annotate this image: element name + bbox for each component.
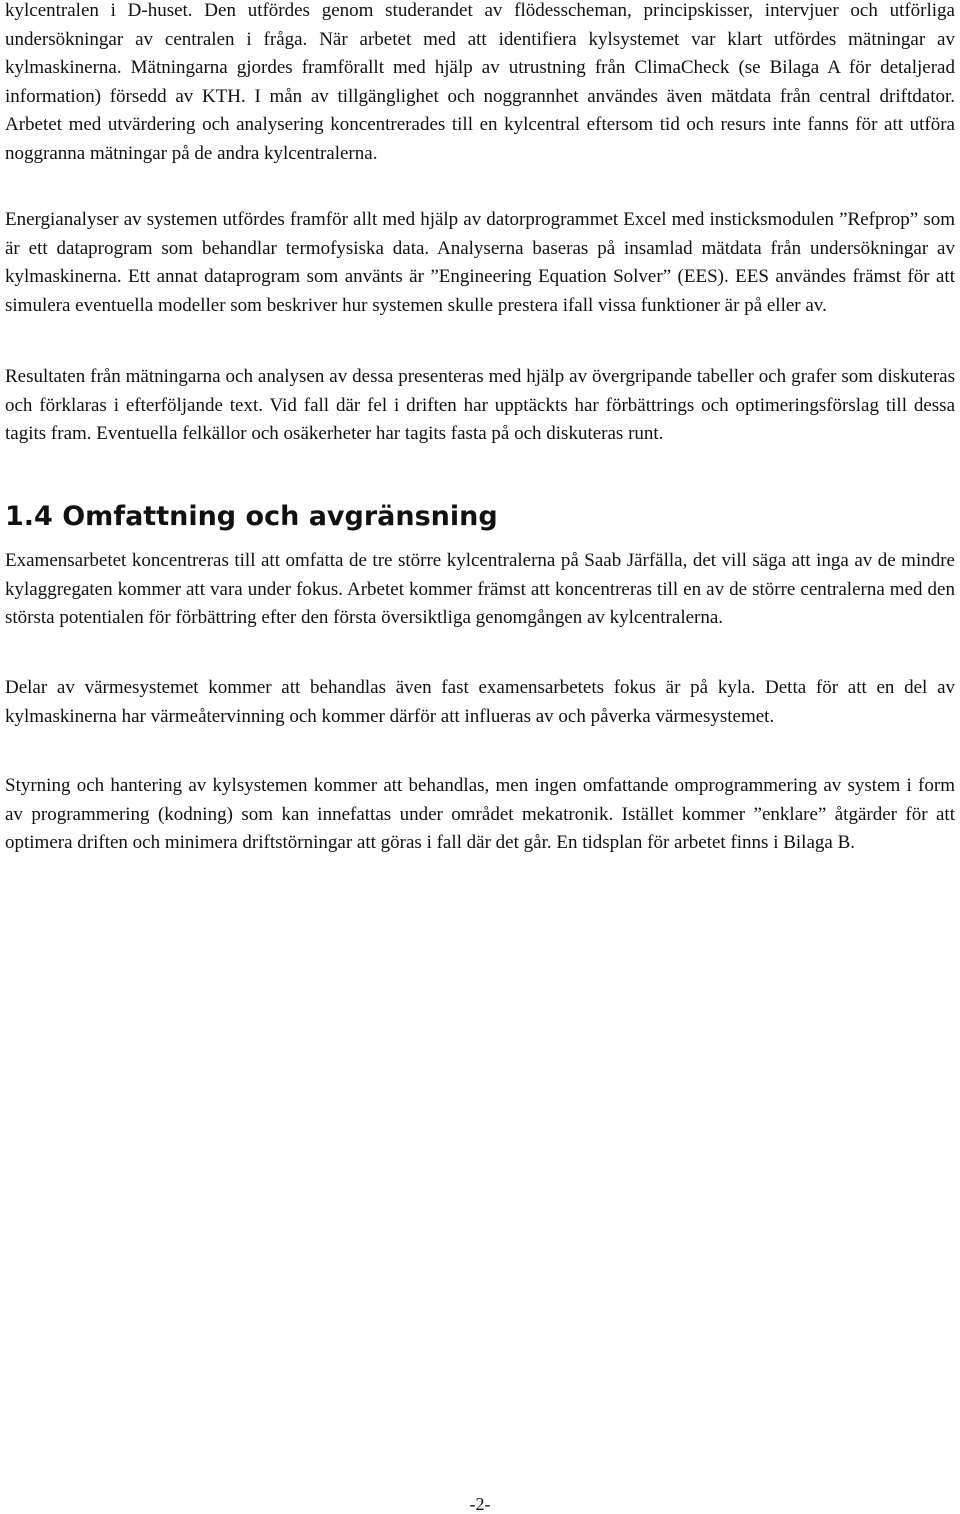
paragraph-heating-system: Delar av värmesystemet kommer att behandlas även fast examensarbetets fokus är på kyla. Detta för att en del av kylmaskinerna har värmeåtervinning och kommer därför att influeras av och påverka värmesystemet.: [5, 677, 955, 727]
paragraph-methodology: kylcentralen i D-huset. Den utfördes genom studerandet av flödesscheman, principskisser, intervjuer och utförliga undersökningar av centralen i fråga. När arbetet med att identifiera kylsystemet var klart utfördes mätningar av kylmaskinerna. Mätningarna gjordes framförallt med hjälp av utrustning från ClimaCheck (se Bilaga A för detaljerad information) försedd av KTH. I mån av tillgänglighet och noggrannhet användes även mätdata från central driftdator. Arbetet med utvärdering och analysering koncentrerades till en kylcentral eftersom tid och resurs inte fanns för att utföra noggranna mätningar på de andra kylcentralerna.: [5, 0, 955, 164]
paragraph-control: Styrning och hantering av kylsystemen kommer att behandlas, men ingen omfattande omprogrammering av system i form av programmering (kodning) som kan innefattas under området mekatronik. Istället kommer ”enklare” åtgärder för att optimera driften och minimera driftstörningar att göras i fall där det går. En tidsplan för arbetet finns i Bilaga B.: [5, 775, 955, 854]
paragraph-scope: Examensarbetet koncentreras till att omfatta de tre större kylcentralerna på Saab Järfälla, det vill säga att inga av de mindre kylaggregaten kommer att vara under fokus. Arbetet kommer främst att koncentreras till en av de större centralerna med den största potentialen för förbättring efter den första översiktliga genomgången av kylcentralerna.: [5, 550, 955, 629]
section-heading: 1.4 Omfattning och avgränsning: [5, 501, 498, 532]
paragraph-results: Resultaten från mätningarna och analysen av dessa presenteras med hjälp av övergripande tabeller och grafer som diskuteras och förklaras i efterföljande text. Vid fall där fel i driften har upptäckts har förbättrings och optimeringsförslag till dessa tagits fram. Eventuella felkällor och osäkerheter har tagits fasta på och diskuteras runt.: [5, 366, 955, 445]
paragraph-energy-analysis: Energianalyser av systemen utfördes framför allt med hjälp av datorprogrammet Excel med insticksmodulen ”Refprop” som är ett dataprogram som behandlar termofysiska data. Analyserna baseras på insamlad mätdata från undersökningar av kylmaskinerna. Ett annat dataprogram som använts är ”Engineering Equation Solver” (EES). EES användes främst för att simulera eventuella modeller som beskriver hur systemen skulle prestera ifall vissa funktioner är på eller av.: [5, 209, 955, 316]
page-number: -2-: [469, 1494, 491, 1514]
